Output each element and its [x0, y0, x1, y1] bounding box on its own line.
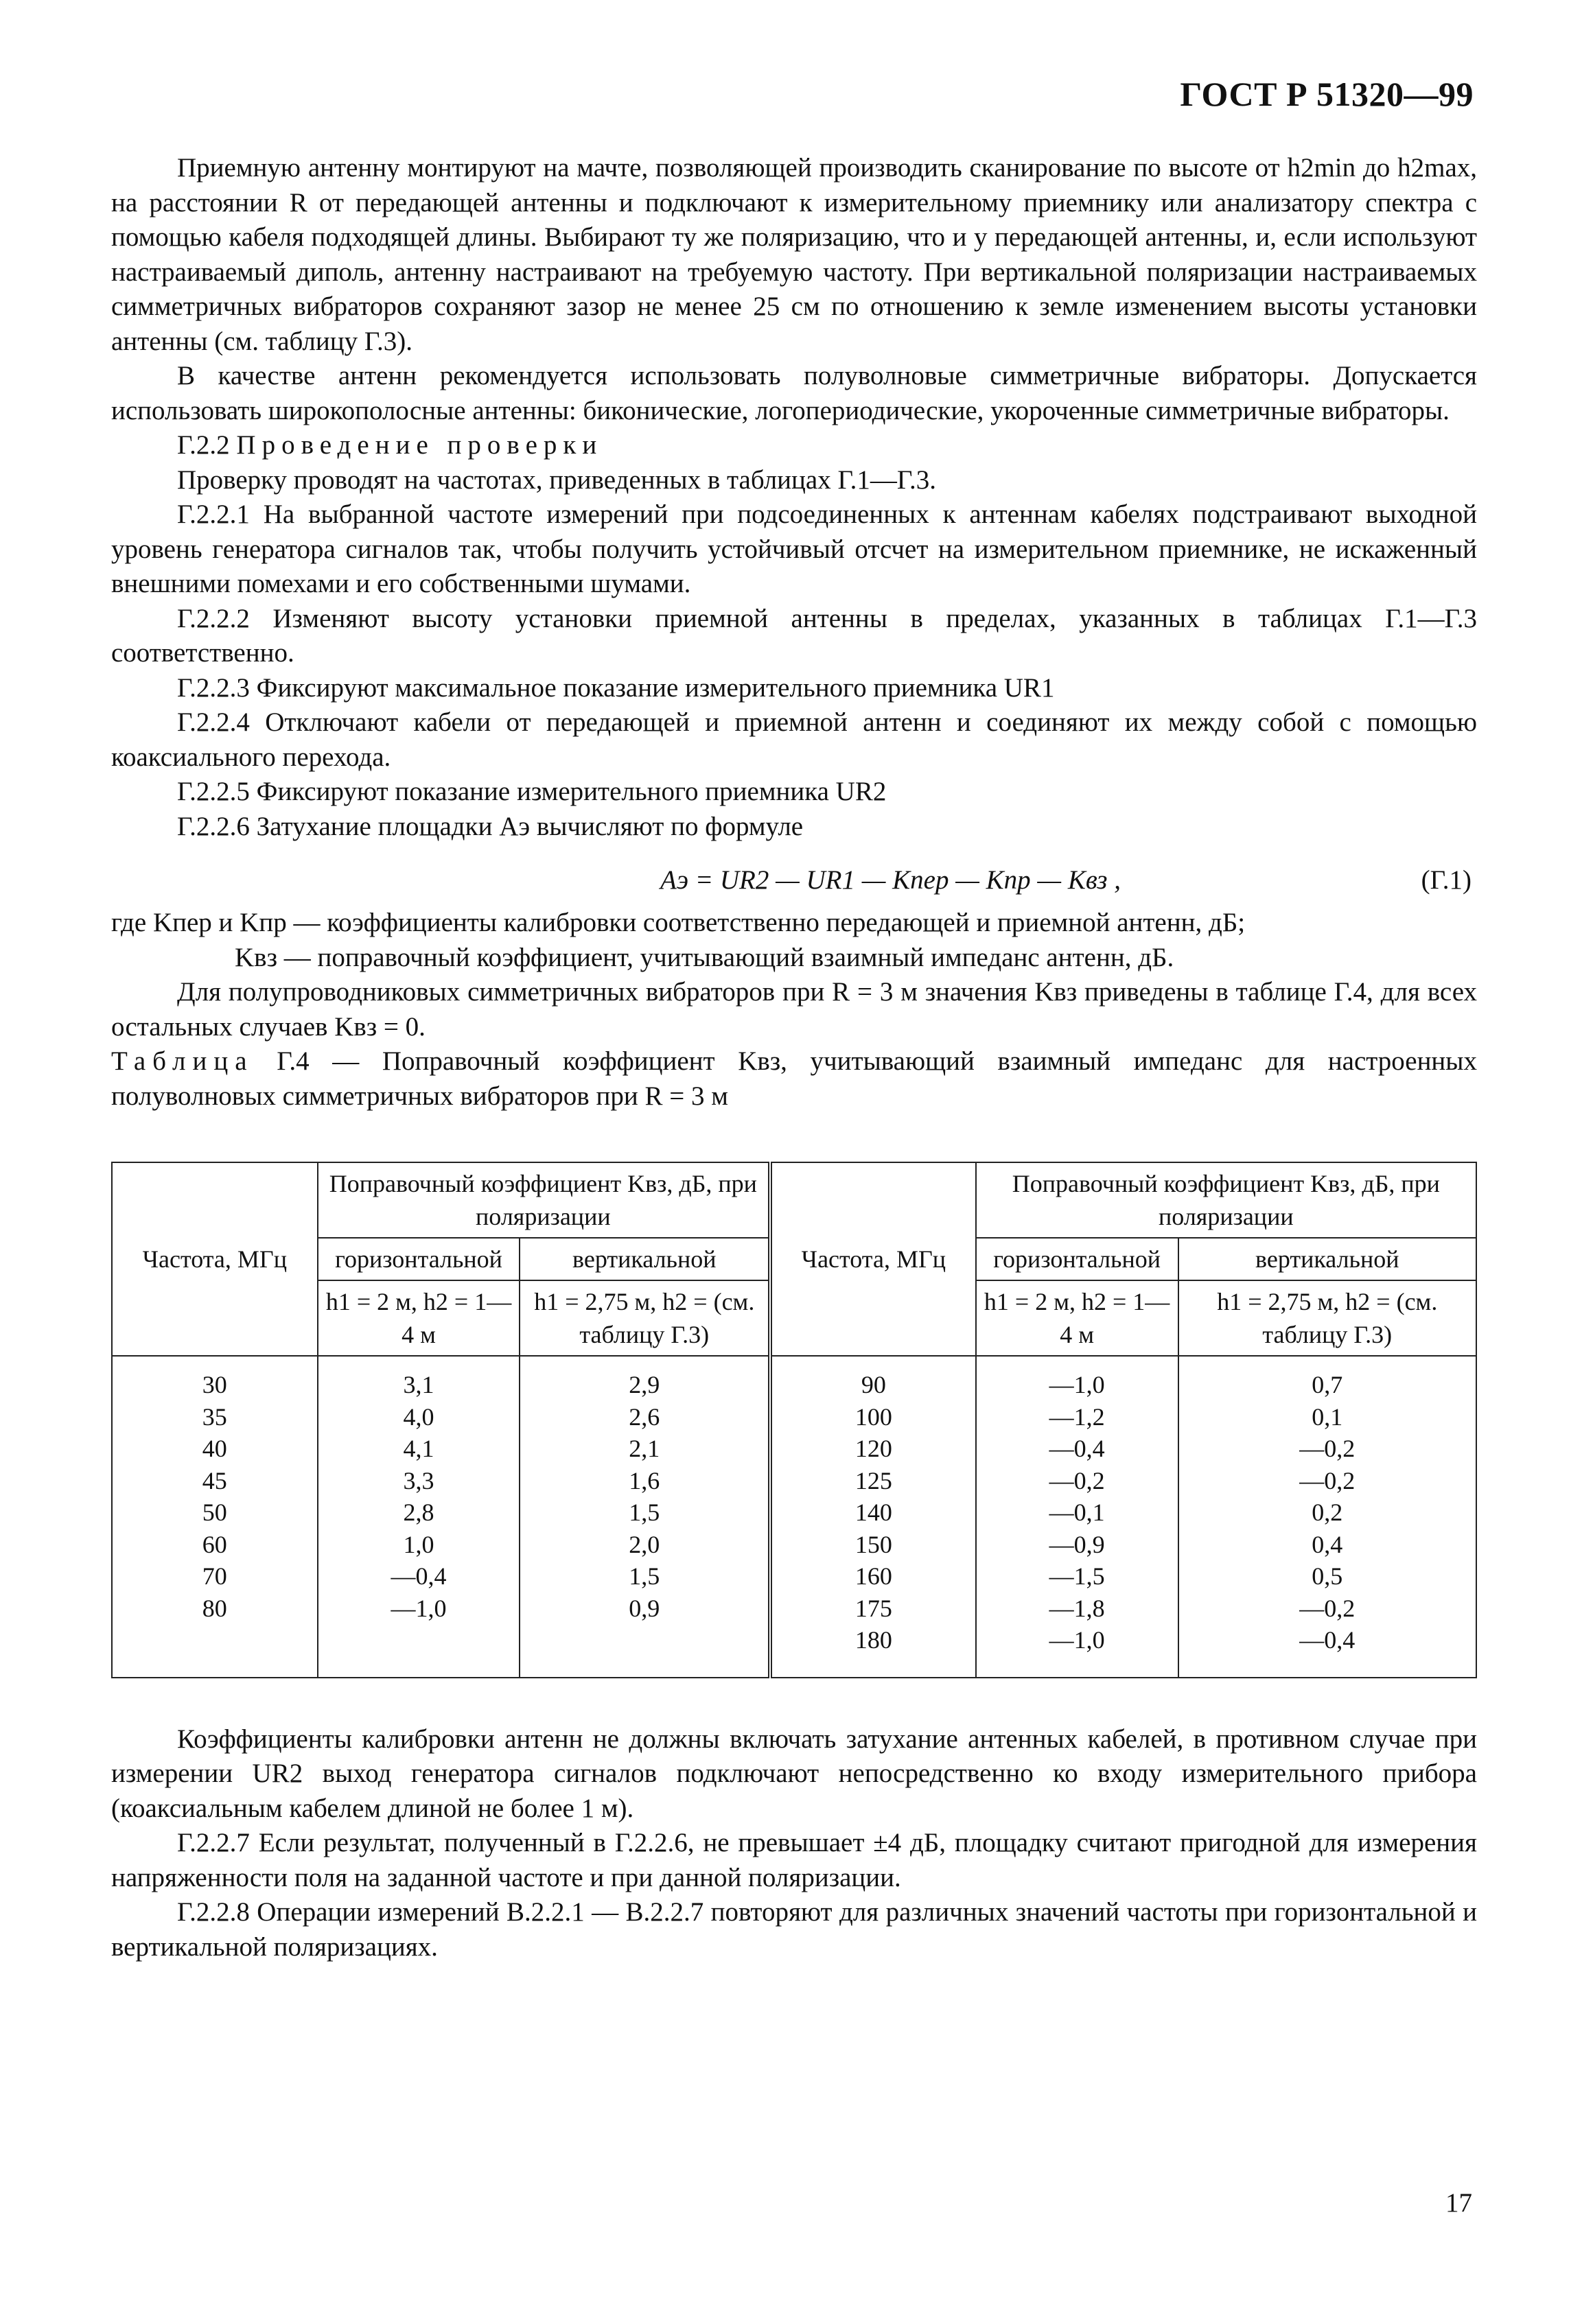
coef-group-header: Поправочный коэффициент Kвз, дБ, при поляризации — [976, 1162, 1476, 1238]
vertical-condition: h1 = 2,75 м, h2 = (см. таблицу Г.3) — [1178, 1280, 1476, 1356]
body-text — [111, 151, 1477, 1964]
paragraph: Коэффициенты калибровки антенн не должны включать затухание антенных кабелей, в противном случае при измерении UR2 выход генератора сигналов подключают непосредственно ко входу измерительного прибора (коаксиальным кабелем длиной не более 1 м). — [111, 1724, 1477, 1823]
where-line: где Kпер и Kпр — коэффициенты калибровки соответственно передающей и приемной антенн, дБ; — [111, 908, 1246, 937]
frequency-column-right: 90 100 120 125 140 150 160 175 180 — [770, 1356, 976, 1678]
horizontal-values-left: 3,1 4,0 4,1 3,3 2,8 1,0 —0,4 —1,0 — [318, 1356, 520, 1678]
section-number: Г.2.2 — [177, 430, 230, 460]
paragraph: Г.2.2.5 Фиксируют показание измерительного приемника UR2 — [177, 777, 887, 806]
horizontal-values-right: —1,0 —1,2 —0,4 —0,2 —0,1 —0,9 —1,5 —1,8 —1,0 — [976, 1356, 1178, 1678]
paragraph: Г.2.2.4 Отключают кабели от передающей и приемной антенн и соединяют их между собой с помощью коаксиального перехода. — [111, 707, 1477, 772]
paragraph: Для полупроводниковых симметричных вибраторов при R = 3 м значения Kвз приведены в таблице Г.4, для всех остальных случаев Kвз = 0. — [111, 977, 1477, 1042]
paragraph: Приемную антенну монтируют на мачте, позволяющей производить сканирование по высоте от h2min до h2max, на расстоянии R от передающей антенны и подключают к измерительному приемнику или анализатору спектра с помощью кабеля подходящей длины. Выбирают ту же поляризацию, что и у передающей антенны, и, если используют настраиваемый диполь, антенну настраивают на требуемую частоту. При вертикальной поляризации настраиваемых симметричных вибраторов сохраняют зазор не менее 25 см по отношению к земле изменением высоты установки антенны (см. таблицу Г.3). — [111, 153, 1477, 356]
paragraph: В качестве антенн рекомендуется использовать полуволновые симметричные вибраторы. Допускается использовать широкополосные антенны: биконические, логопериодические, укороченные симметричные вибраторы. — [111, 361, 1477, 425]
formula-number: (Г.1) — [1421, 865, 1472, 895]
paragraph: Г.2.2.1 На выбранной частоте измерений при подсоединенных к антеннам кабелях подстраивают выходной уровень генератора сигналов так, чтобы получить устойчивый отсчет на измерительном приемнике, не искаженный внешними помехами и его собственными шумами. — [111, 500, 1477, 598]
frequency-column-left: 30 35 40 45 50 60 70 80 — [112, 1356, 318, 1678]
paragraph: Г.2.2.3 Фиксируют максимальное показание измерительного приемника UR1 — [177, 672, 1055, 703]
horizontal-header: горизонтальной — [318, 1238, 520, 1280]
paragraph: Г.2.2.7 Если результат, полученный в Г.2.2.6, не превышает ±4 дБ, площадку считают пригодной для измерения напряженности поля на заданной частоте и при данной поляризации. — [111, 1828, 1477, 1892]
table-caption-text: Г.4 — Поправочный коэффициент Kвз, учитывающий взаимный импеданс для настроенных полуволновых симметричных вибраторов при R = 3 м — [111, 1046, 1478, 1111]
vertical-values-left: 2,9 2,6 2,1 1,6 1,5 2,0 1,5 0,9 — [520, 1356, 770, 1678]
paragraph: Г.2.2.8 Операции измерений В.2.2.1 — В.2.2.7 повторяют для различных значений частоты при горизонтальной и вертикальной поляризациях. — [111, 1897, 1477, 1962]
section-title: Проведение проверки — [236, 430, 603, 460]
vertical-values-right: 0,7 0,1 —0,2 —0,2 0,2 0,4 0,5 —0,2 —0,4 — [1178, 1356, 1476, 1678]
vertical-header: вертикальной — [520, 1238, 770, 1280]
horizontal-condition: h1 = 2 м, h2 = 1—4 м — [318, 1280, 520, 1356]
coef-group-header: Поправочный коэффициент Kвз, дБ, при поляризации — [318, 1162, 771, 1238]
table-row — [112, 1356, 1476, 1678]
paragraph: Проверку проводят на частотах, приведенных в таблицах Г.1—Г.3. — [177, 465, 937, 495]
where-line: Kвз — поправочный коэффициент, учитывающий взаимный импеданс антенн, дБ. — [235, 942, 1174, 972]
table-caption — [111, 1044, 1477, 1114]
formula-explanation — [111, 906, 1477, 1044]
formula-expression: Aэ = UR2 — UR1 — Kпер — Kпр — Kвз , — [660, 865, 1121, 895]
horizontal-condition: h1 = 2 м, h2 = 1—4 м — [976, 1280, 1178, 1356]
after-table-text — [111, 1722, 1477, 1965]
freq-header: Частота, МГц — [770, 1162, 976, 1356]
section-heading — [111, 428, 1477, 463]
vertical-condition: h1 = 2,75 м, h2 = (см. таблицу Г.3) — [520, 1280, 770, 1356]
standard-header: ГОСТ Р 51320—99 — [1180, 75, 1474, 113]
formula-block — [111, 856, 1477, 903]
page-number: 17 — [1445, 2188, 1472, 2218]
paragraph: Г.2.2.2 Изменяют высоту установки приемной антенны в пределах, указанных в таблицах Г.1—Г.3 соответственно. — [111, 603, 1477, 668]
freq-header: Частота, МГц — [112, 1162, 318, 1356]
table-caption-label: Таблица — [111, 1046, 254, 1076]
vertical-header: вертикальной — [1178, 1238, 1476, 1280]
horizontal-header: горизонтальной — [976, 1238, 1178, 1280]
correction-table — [111, 1162, 1477, 1678]
paragraph: Г.2.2.6 Затухание площадки Aэ вычисляют по формуле — [177, 811, 804, 841]
